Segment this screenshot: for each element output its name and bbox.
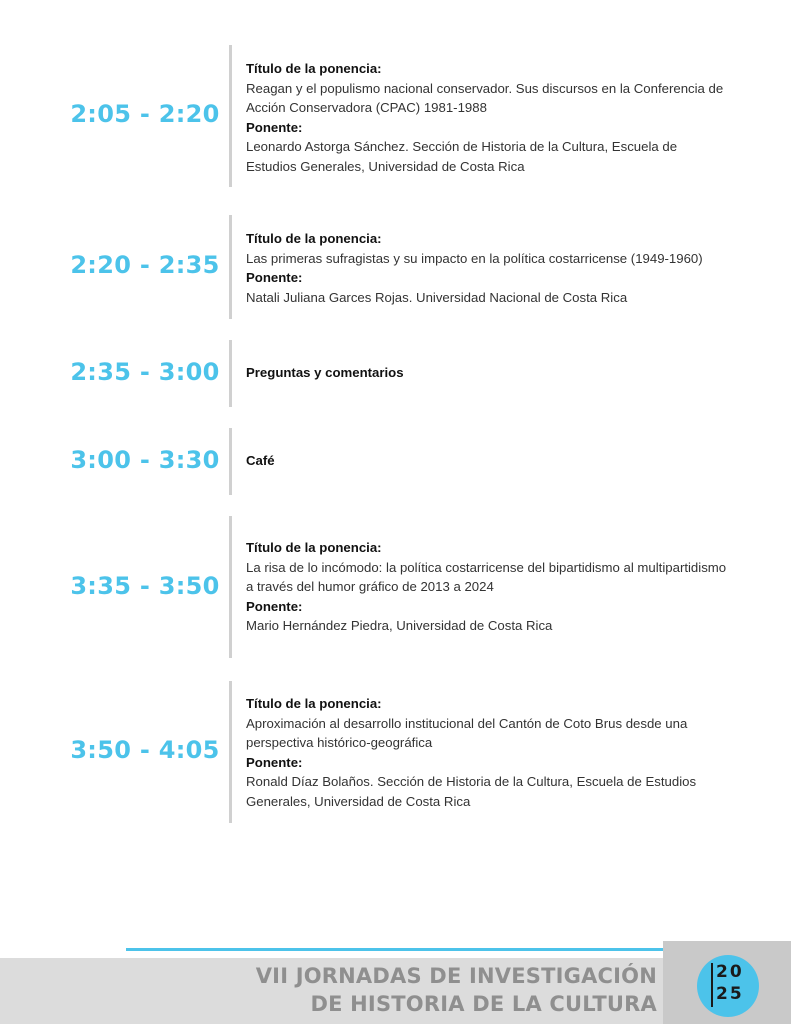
session-details bbox=[246, 451, 730, 471]
session-details bbox=[246, 229, 730, 307]
divider-line bbox=[229, 340, 232, 407]
speaker-name: Natali Juliana Garces Rojas. Universidad Nacional de Costa Rica bbox=[246, 289, 628, 305]
paper-title: La risa de lo incómodo: la política costarricense del bipartidismo al multipartidismo a través del humor gráfico de 2013 a 2024 bbox=[246, 559, 727, 594]
session-details bbox=[246, 694, 730, 811]
session-label: Preguntas y comentarios bbox=[246, 365, 404, 380]
session-time: 2:05 - 2:20 bbox=[70, 100, 220, 128]
title-label: Título de la ponencia: bbox=[246, 61, 382, 76]
session-details bbox=[246, 363, 730, 383]
speaker-name: Leonardo Astorga Sánchez. Sección de Historia de la Cultura, Escuela de Estudios Generales, Universidad de Costa Rica bbox=[246, 139, 678, 174]
divider-line bbox=[229, 428, 232, 495]
paper-title: Reagan y el populismo nacional conservador. Sus discursos en la Conferencia de Acción Conservadora (CPAC) 1981-1988 bbox=[246, 80, 724, 115]
title-label: Título de la ponencia: bbox=[246, 696, 382, 711]
year-digits bbox=[716, 961, 748, 1005]
title-label: Título de la ponencia: bbox=[246, 231, 382, 246]
speaker-name: Mario Hernández Piedra, Universidad de Costa Rica bbox=[246, 618, 553, 633]
event-title-line-1: VII JORNADAS DE INVESTIGACIÓN bbox=[255, 964, 657, 988]
divider-line bbox=[229, 215, 232, 319]
speaker-label: Ponente: bbox=[246, 119, 303, 135]
divider-line bbox=[229, 45, 232, 187]
speaker-label: Ponente: bbox=[246, 270, 303, 285]
footer-accent-line bbox=[126, 948, 663, 951]
year-bottom: 25 bbox=[716, 984, 744, 1004]
session-time: 2:35 - 3:00 bbox=[70, 358, 220, 386]
session-time: 3:50 - 4:05 bbox=[70, 736, 220, 764]
session-details bbox=[246, 59, 730, 176]
speaker-label: Ponente: bbox=[246, 754, 303, 770]
session-time: 3:35 - 3:50 bbox=[70, 572, 220, 600]
divider-line bbox=[229, 516, 232, 658]
session-label: Café bbox=[246, 453, 275, 468]
divider-line bbox=[229, 681, 232, 823]
year-badge-bar bbox=[711, 963, 713, 1007]
year-top: 20 bbox=[716, 962, 744, 982]
event-title-line-2: DE HISTORIA DE LA CULTURA bbox=[310, 992, 657, 1016]
paper-title: Las primeras sufragistas y su impacto en la política costarricense (1949-1960) bbox=[246, 250, 703, 266]
paper-title: Aproximación al desarrollo institucional del Cantón de Coto Brus desde una perspectiva histórico-geográfica bbox=[246, 715, 688, 750]
title-label: Título de la ponencia: bbox=[246, 540, 382, 555]
session-time: 3:00 - 3:30 bbox=[70, 446, 220, 474]
event-title bbox=[97, 962, 657, 1018]
session-time: 2:20 - 2:35 bbox=[70, 251, 220, 279]
speaker-name: Ronald Díaz Bolaños. Sección de Historia de la Cultura, Escuela de Estudios Generales, Universidad de Costa Rica bbox=[246, 774, 697, 809]
session-details bbox=[246, 538, 730, 636]
speaker-label: Ponente: bbox=[246, 598, 303, 614]
